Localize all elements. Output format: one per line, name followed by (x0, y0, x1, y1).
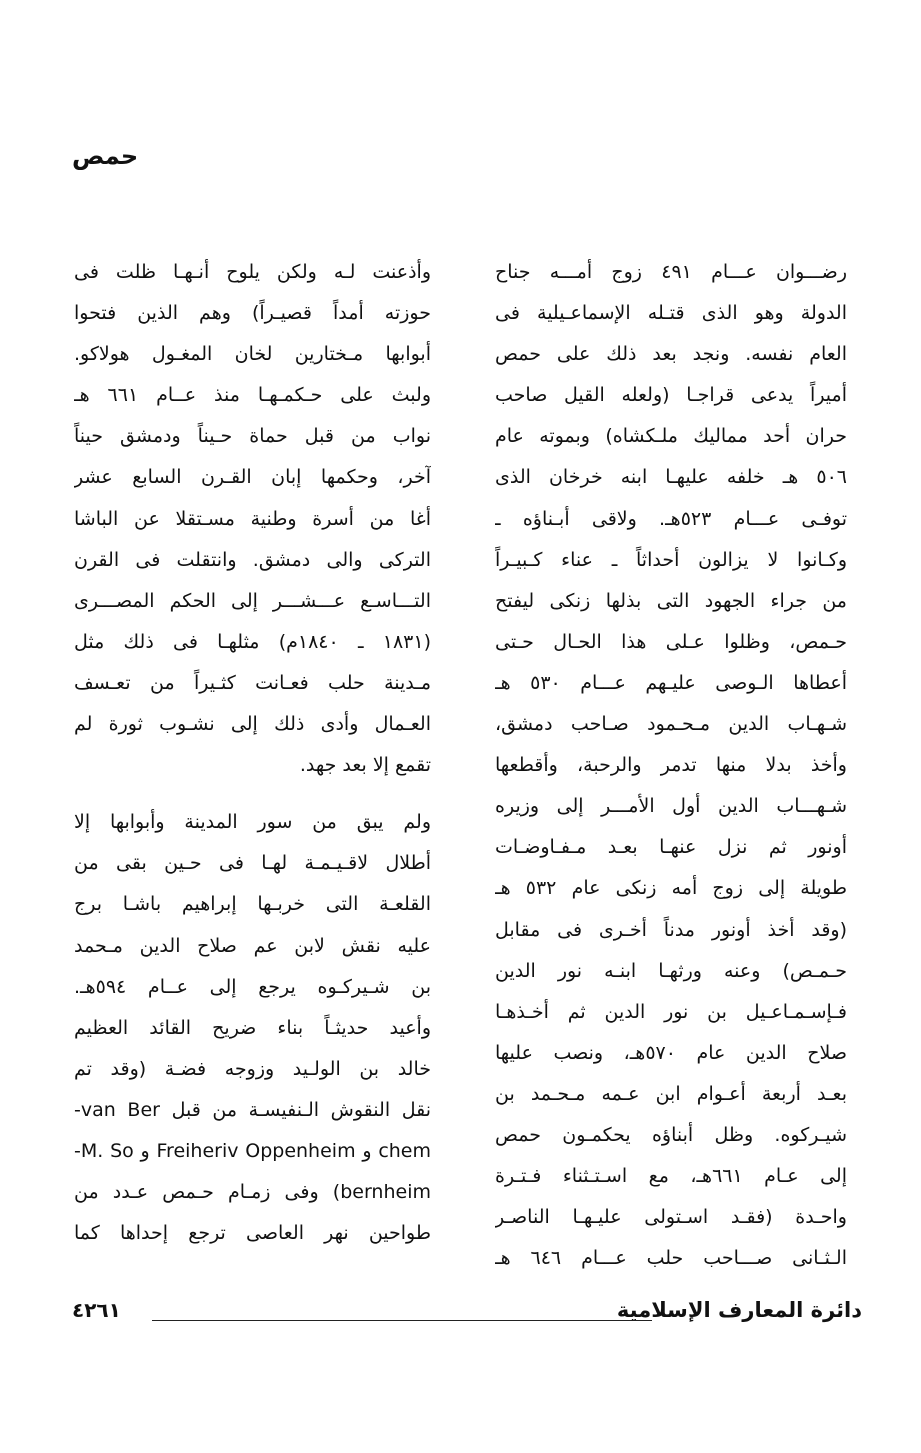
text-line: التركى والى دمشق. وانتقلت فى القرن (74, 548, 431, 571)
text-line: طواحين نهر العاصى ترجع إحداها كما (74, 1222, 431, 1245)
text-line: ولم يبق من سور المدينة وأبوابها إلا (74, 811, 431, 834)
text-line: ولبث على حـكمـهـا منذ عــام ٦٦١ هـ (74, 384, 431, 407)
text-line: عليه نقش لابن عم صلاح الدين مـحمد (74, 934, 431, 957)
text-line: أطلال لاقـيـمـة لهـا فى حـين بقى من (74, 852, 431, 875)
footer-divider (152, 1320, 652, 1321)
text-line: ٥٠٦ هـ خلفه عليهـا ابنه خرخان الذى (495, 466, 847, 489)
text-line: شـهـاب الدين مـحـمود صـاحب دمشق، (495, 713, 847, 736)
encyclopedia-title: دائرة المعارف الإسلامية (616, 1298, 862, 1322)
text-line: فـإسـمـاعـيل بن نور الدين ثم أخـذهـا (495, 1000, 847, 1023)
text-line: chem و Freiheriv Oppenheim و M. So- (74, 1139, 431, 1162)
text-line: أغا من أسرة وطنية مسـتقلا عن الباشا (74, 507, 431, 530)
text-line: مـدينة حلب فعـانت كثـيراً من تعـسف (74, 671, 431, 694)
text-line: نواب من قبل حماة حـيناً ودمشق حيناً (74, 425, 431, 448)
text-line: وأعيد حديثـاً بناء ضريح القائد العظيم (74, 1016, 431, 1039)
text-line: بن شـيركـوه يرجع إلى عــام ٥٩٤هـ. (74, 975, 431, 998)
text-line: بعـد أربعة أعـوام ابن عـمه مـحـمد بن (495, 1082, 847, 1105)
text-line: صلاح الدين عام ٥٧٠هـ، ونصب عليها (495, 1041, 847, 1064)
text-line: آخر، وحكمها إبان القـرن السابع عشر (74, 466, 431, 489)
text-line: (١٨٣١ ـ ١٨٤٠م) مثلهـا فى ذلك مثل (74, 630, 431, 653)
text-line: وأذعنت لـه ولكن يلوح أنـهـا ظلت فى (74, 261, 431, 283)
text-line: bernheim) وفى زمـام حـمص عـدد من (74, 1181, 431, 1204)
text-line: العـمال وأدى ذلك إلى نشـوب ثورة لم (74, 713, 431, 736)
text-line: حوزته أمداً قصيـراً) وهم الذين فتحوا (74, 302, 431, 325)
text-line: (وقد أخذ أونور مدناً أخـرى فى مقابل (495, 918, 847, 941)
text-line: توفـى عـــام ٥٢٣هـ. ولاقى أبـناؤه ـ (495, 507, 847, 530)
text-line: إلى عـام ٦٦١هـ، مع اسـتـثناء فـتـرة (495, 1165, 847, 1188)
text-line: واحـدة (فقـد اسـتولى عليـهـا الناصـر (495, 1206, 847, 1229)
text-line: أعطاها الـوصى عليـهم عـــام ٥٣٠ هـ (495, 671, 847, 694)
running-title: حمص (72, 142, 139, 170)
text-line: وكـانوا لا يزالون أحداثاً ـ عناء كـبيـراً (495, 548, 847, 571)
text-line: نقل النقوش الـنفيسـة من قبل van Ber- (74, 1098, 431, 1121)
paragraph-gap (74, 786, 431, 802)
text-line: شيـركوه. وظل أبناؤه يحكمـون حمص (495, 1123, 847, 1146)
text-line: تقمع إلا بعد جهد. (299, 754, 431, 777)
left-column (74, 252, 431, 1254)
text-line: رضـــوان عـــام ٤٩١ زوج أمـــه جناح (495, 261, 847, 283)
text-line: العام نفسه. ونجد بعد ذلك على حمص (495, 343, 847, 366)
text-line: طويلة إلى زوج أمه زنكى عام ٥٣٢ هـ (495, 877, 847, 900)
text-line: القلعـة التى خربـها إبراهيم باشـا برج (74, 893, 431, 916)
text-line: حران أحد مماليك ملـكشاه) وبموته عام (495, 425, 847, 448)
page-number: ٤٢٦١ (72, 1298, 121, 1322)
right-column (495, 252, 847, 1279)
text-line: من جراء الجهود التى بذلها زنكى ليفتح (495, 589, 847, 612)
text-line: خالد بن الولـيد وزوجه فضـة (وقد تم (74, 1057, 431, 1080)
text-line: أميراً يدعى قراجـا (ولعله القيل صاحب (495, 384, 847, 407)
text-line: وأخذ بدلا منها تدمر والرحبة، وأقطعها (495, 754, 847, 777)
text-line: أبوابها مـختارين لخان المغـول هولاكو. (74, 343, 431, 366)
text-line: التـــاسـع عـــشـــر إلى الحكم المصـــرى (74, 589, 431, 612)
text-line: الدولة وهو الذى قتـله الإسماعـيلية فى (495, 302, 847, 325)
text-line: الـثـانى صـــاحب حلب عـــام ٦٤٦ هـ (495, 1247, 847, 1270)
text-line: حـمص، وظلوا عـلى هذا الحـال حـتى (495, 630, 847, 653)
text-line: حـمـص) وعنه ورثهـا ابنـه نور الدين (495, 959, 847, 982)
text-line: شـهـــاب الدين أول الأمـــر إلى وزيره (495, 795, 847, 818)
text-line: أونور ثم نزل عنهـا بعـد مـفـاوضـات (495, 836, 847, 859)
page-footer (72, 1298, 862, 1332)
